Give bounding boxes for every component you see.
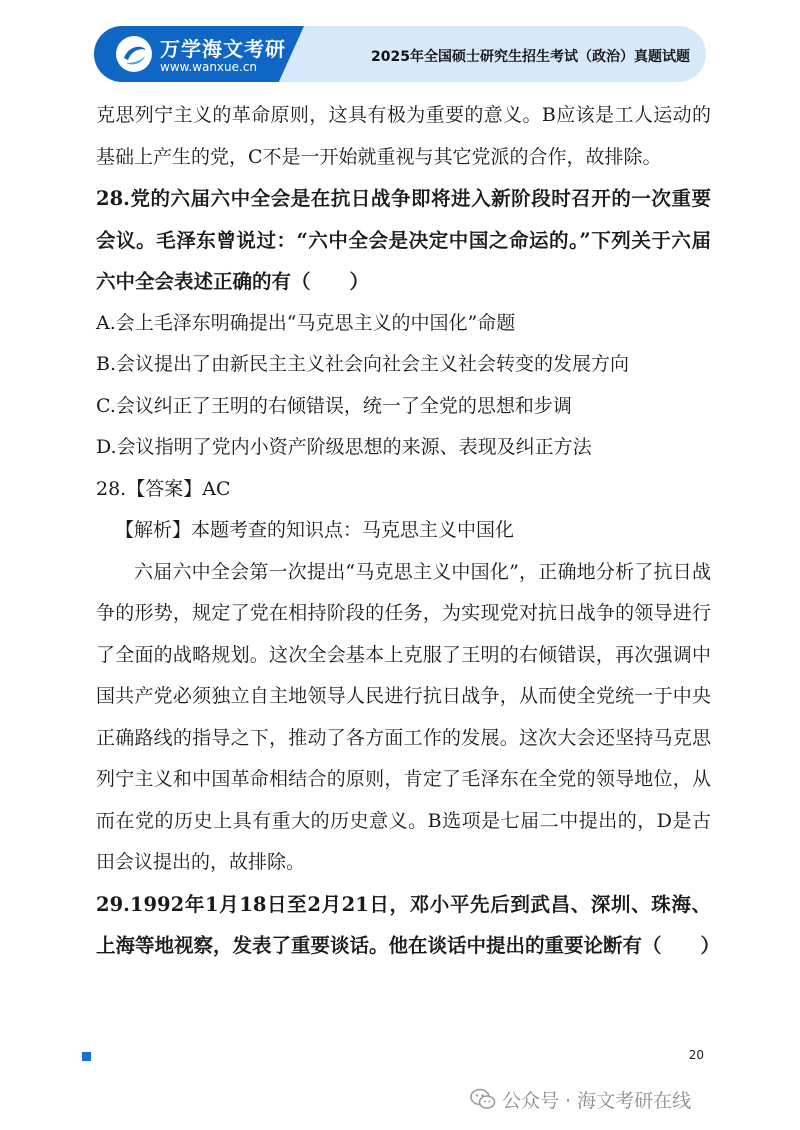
- option-d: D.会议指明了党内小资产阶级思想的来源、表现及纠正方法: [96, 436, 592, 458]
- logo-icon: [116, 36, 152, 72]
- exam-title: 2025年全国硕士研究生招生考试（政治）真题试题: [371, 49, 690, 65]
- analysis-heading: 【解析】本题考查的知识点：马克思主义中国化: [115, 519, 515, 541]
- page-content: [96, 95, 721, 967]
- brand-url: www.wanxue.cn: [160, 60, 258, 74]
- watermark-text: 公众号 · 海文考研在线: [502, 1090, 692, 1112]
- question-29: 29.1992年1月18日至2月21日，邓小平先后到武昌、深圳、珠海、上海等地视察，发表了重要谈话。他在谈话中提出的重要论断有（ ）: [96, 892, 721, 957]
- page-number: 20: [688, 1048, 704, 1062]
- wechat-icon: [470, 1088, 496, 1110]
- option-c: C.会议纠正了王明的右倾错误，统一了全党的思想和步调: [96, 394, 572, 417]
- option-b: B.会议提出了由新民主主义社会向社会主义社会转变的发展方向: [96, 353, 630, 375]
- continuation-paragraph: 克思列宁主义的革命原则，这具有极为重要的意义。B应该是工人运动的基础上产生的党，C不是一开始就重视与其它党派的合作，故排除。: [96, 104, 711, 168]
- brand-name: 万学海文考研: [160, 37, 286, 61]
- answer-28: 28.【答案】AC: [96, 477, 231, 500]
- footer-marker: [82, 1052, 91, 1061]
- question-28: 28.党的六届六中全会是在抗日战争即将进入新阶段时召开的一次重要会议。毛泽东曾说过：“六中全会是决定中国之命运的。”下列关于六届六中全会表述正确的有（ ）: [96, 187, 711, 293]
- option-a: A.会上毛泽东明确提出“马克思主义的中国化”命题: [96, 311, 516, 334]
- analysis-body: 六届六中全会第一次提出“马克思主义中国化”，正确地分析了抗日战争的形势，规定了党在相持阶段的任务，为实现党对抗日战争的领导进行了全面的战略规划。这次全会基本上克服了王明的右倾错误，再次强调中国共产党必须独立自主地领导人民进行抗日战争，从而使全党统一于中央正确路线的指导之下，推动了各方面工作的发展。这次大会还坚持马克思列宁主义和中国革命相结合的原则，肯定了毛泽东在全党的领导地位，从而在党的历史上具有重大的历史意义。B选项是七届二中提出的，D是古田会议提出的，故排除。: [96, 560, 711, 873]
